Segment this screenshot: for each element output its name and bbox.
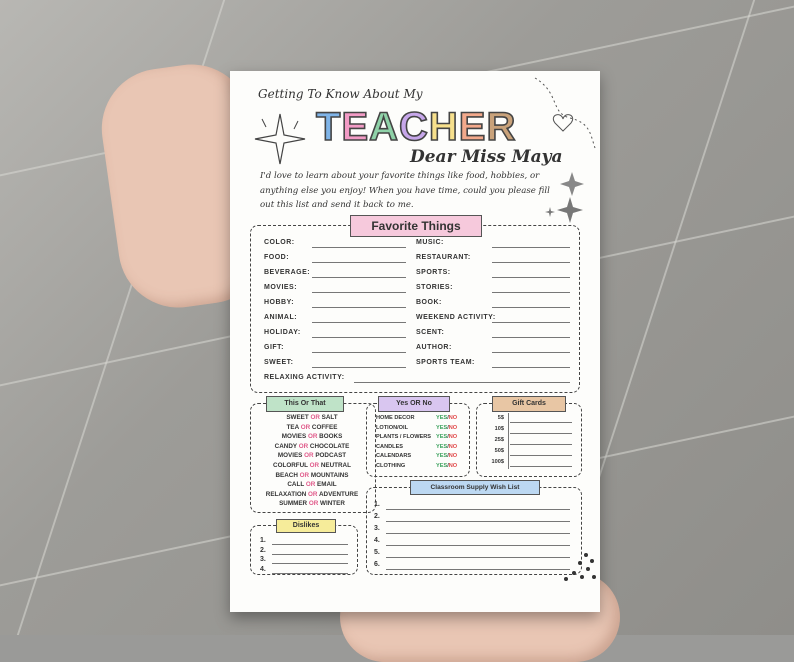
this-or-that-row[interactable] [258,500,366,507]
yes-option[interactable]: YES [436,453,448,459]
no-option[interactable]: NO [448,453,458,459]
teacher-title [316,105,516,150]
gift-card-answer-line[interactable] [510,455,572,456]
choice-b[interactable]: ADVENTURE [319,490,359,498]
favorite-field-label: COLOR: [264,239,295,246]
this-or-that-row[interactable] [258,414,366,421]
or-word: OR [305,481,316,489]
dislike-number: 3. [260,556,266,563]
favorite-answer-line[interactable] [492,262,570,263]
dislike-number: 2. [260,546,266,554]
gift-card-divider [508,413,509,469]
favorite-answer-line[interactable] [312,367,406,368]
dislike-answer-line[interactable] [272,544,348,545]
sparkle-burst-icon [250,109,310,169]
yes-no-choice[interactable] [436,463,457,469]
favorite-field-label: ANIMAL: [264,314,298,321]
choice-a[interactable]: TEA [286,423,299,431]
supply-number: 4. [374,537,380,544]
gift-card-amount: 50$ [494,448,504,454]
favorite-field-label: STORIES: [416,284,453,291]
gift-card-amount: 25$ [494,437,504,443]
slash: / [447,424,449,431]
yes-option[interactable]: YES [436,415,448,421]
choice-a[interactable]: MOVIES [277,452,303,460]
dislike-number: 4. [260,565,266,573]
favorite-answer-line[interactable] [492,277,570,278]
favorite-answer-line[interactable] [492,307,570,308]
yes-no-choice[interactable] [436,415,457,421]
favorite-answer-line[interactable] [312,262,406,263]
choice-b[interactable]: NEUTRAL [320,462,351,469]
or-word: OR [309,462,320,469]
favorite-answer-line[interactable] [312,337,406,338]
supply-answer-line[interactable] [386,521,570,522]
title-letter: R [486,105,517,149]
supply-number: 5. [374,549,380,556]
gift-card-amount: 10$ [494,426,504,432]
heart-swirl-icon [530,73,600,153]
title-letter: A [369,105,400,149]
favorite-field-label: MOVIES: [264,284,298,291]
gift-card-answer-line[interactable] [510,422,572,423]
gift-card-answer-line[interactable] [510,466,572,467]
no-option[interactable]: NO [448,424,458,431]
yes-option[interactable]: YES [436,462,448,469]
favorite-answer-line[interactable] [312,277,406,278]
no-option[interactable]: NO [448,415,458,421]
title-letter: C [399,105,429,149]
or-word: OR [308,490,318,498]
favorite-field-label: SWEET: [264,359,294,366]
slash: / [447,434,449,440]
supply-answer-line[interactable] [386,557,570,558]
or-word: OR [299,471,310,479]
favorite-answer-line[interactable] [312,307,406,308]
favorite-field-label: GIFT: [264,344,284,351]
no-option[interactable]: NO [448,462,458,469]
favorite-field-label: BEVERAGE: [264,269,311,276]
slash: / [447,453,449,459]
favorite-answer-line[interactable] [492,337,570,338]
choice-b[interactable]: COFFEE [311,423,338,431]
favorite-field-label: SCENT: [416,329,445,336]
choice-b[interactable]: SALT [321,414,338,421]
slash: / [447,462,449,469]
favorite-field-label: MUSIC: [416,239,444,246]
slash: / [447,415,449,421]
or-word: OR [308,500,319,508]
yes-no-item-label: LOTION/OIL [376,424,409,431]
favorite-things-title: Favorite Things [350,215,482,237]
this-or-that-row[interactable] [258,443,366,450]
choice-b[interactable]: EMAIL [317,481,337,489]
gift-cards-title: Gift Cards [492,396,566,412]
dislike-answer-line[interactable] [272,563,348,564]
choice-a[interactable]: CALL [287,481,305,489]
printed-worksheet [230,71,600,612]
favorite-field-label: FOOD: [264,254,290,261]
or-word: OR [298,442,309,450]
favorite-field-label: BOOK: [416,299,442,306]
supply-wish-list-title: Classroom Supply Wish List [410,480,540,495]
supply-answer-line[interactable] [386,533,570,534]
yes-no-item-label: HOME DECOR [376,415,415,421]
choice-a[interactable]: COLORFUL [273,462,308,469]
or-word: OR [304,452,314,460]
yes-option[interactable]: YES [436,424,448,431]
favorite-answer-line[interactable] [312,352,406,353]
dislike-answer-line[interactable] [272,554,348,555]
no-option[interactable]: NO [448,443,458,450]
this-or-that-row[interactable] [258,433,366,440]
favorite-field-label: RELAXING ACTIVITY: [264,374,345,381]
favorite-answer-line[interactable] [354,382,570,383]
favorite-field-label: WEEKEND ACTIVITY: [416,314,496,321]
supply-wish-list-box [366,487,582,575]
choice-a[interactable]: SWEET [286,414,309,421]
dislikes-title: Dislikes [276,519,336,533]
or-word: OR [307,433,318,441]
supply-answer-line[interactable] [386,509,570,510]
favorite-answer-line[interactable] [312,322,406,323]
this-or-that-row[interactable] [258,462,366,469]
yes-or-no-title: Yes OR No [378,396,450,412]
star-cluster-icon [542,167,592,227]
choice-a[interactable]: SUMMER [279,500,308,508]
supply-number: 1. [374,501,380,508]
favorite-answer-line[interactable] [492,292,570,293]
no-option[interactable]: NO [448,434,458,440]
yes-no-item-label: CALENDARS [376,453,412,459]
favorite-answer-line[interactable] [492,322,570,323]
choice-a[interactable]: RELAXATION [265,490,307,498]
favorite-answer-line[interactable] [492,247,570,248]
dislike-number: 1. [260,537,266,544]
this-or-that-row[interactable] [258,491,366,498]
yes-option[interactable]: YES [436,443,448,450]
this-or-that-row[interactable] [258,452,366,459]
supply-number: 2. [374,513,380,520]
this-or-that-row[interactable] [258,481,366,488]
teacher-name: Dear Miss Maya [410,147,563,167]
favorite-field-label: HOBBY: [264,299,295,306]
supply-number: 3. [374,525,380,532]
choice-b[interactable]: WINTER [320,500,345,508]
intro-paragraph: I'd love to learn about your favorite things like food, hobbies, or anything else you enjoy! When you have time, could you please fill out this list and send it back to me. [260,171,550,211]
worksheet-subtitle: Getting To Know About My [258,87,423,101]
dislike-answer-line[interactable] [272,573,348,574]
supply-number: 6. [374,561,380,568]
choice-b[interactable]: MOUNTAINS [310,471,349,479]
yes-no-choice[interactable] [436,453,457,459]
choice-a[interactable]: BEACH [275,471,298,479]
choice-b[interactable]: PODCAST [315,452,347,460]
favorite-field-label: RESTAURANT: [416,254,471,261]
favorite-answer-line[interactable] [492,367,570,368]
favorite-answer-line[interactable] [312,247,406,248]
title-letter: H [428,105,459,149]
title-letter: T [316,105,342,149]
this-or-that-row[interactable] [258,424,366,431]
title-letter: E [458,105,487,149]
yes-no-choice[interactable] [436,434,457,440]
title-letter: E [341,105,370,149]
supply-answer-line[interactable] [386,545,570,546]
confetti-dots-icon [556,549,600,585]
favorite-answer-line[interactable] [312,292,406,293]
choice-a[interactable]: MOVIES [281,433,307,441]
gift-card-answer-line[interactable] [510,444,572,445]
gift-card-answer-line[interactable] [510,433,572,434]
yes-no-choice[interactable] [436,444,457,450]
choice-b[interactable]: BOOKS [319,433,343,441]
gift-card-amount: 5$ [497,415,504,421]
slash: / [447,443,449,450]
choice-b[interactable]: CHOCOLATE [309,442,350,450]
yes-option[interactable]: YES [436,434,448,440]
favorite-field-label: SPORTS TEAM: [416,359,475,366]
this-or-that-title: This Or That [266,396,344,412]
favorite-field-label: HOLIDAY: [264,329,301,336]
favorite-field-label: SPORTS: [416,269,451,276]
this-or-that-row[interactable] [258,472,366,479]
favorite-answer-line[interactable] [492,352,570,353]
yes-no-item-label: CANDLES [376,443,404,450]
choice-a[interactable]: CANDY [274,442,297,450]
gift-card-amount: 100$ [491,459,504,465]
or-word: OR [310,414,320,421]
favorite-field-label: AUTHOR: [416,344,452,351]
yes-no-item-label: PLANTS / FLOWERS [376,434,432,440]
yes-no-choice[interactable] [436,425,457,431]
yes-no-item-label: CLOTHING [376,462,406,469]
supply-answer-line[interactable] [386,569,570,570]
or-word: OR [300,423,311,431]
